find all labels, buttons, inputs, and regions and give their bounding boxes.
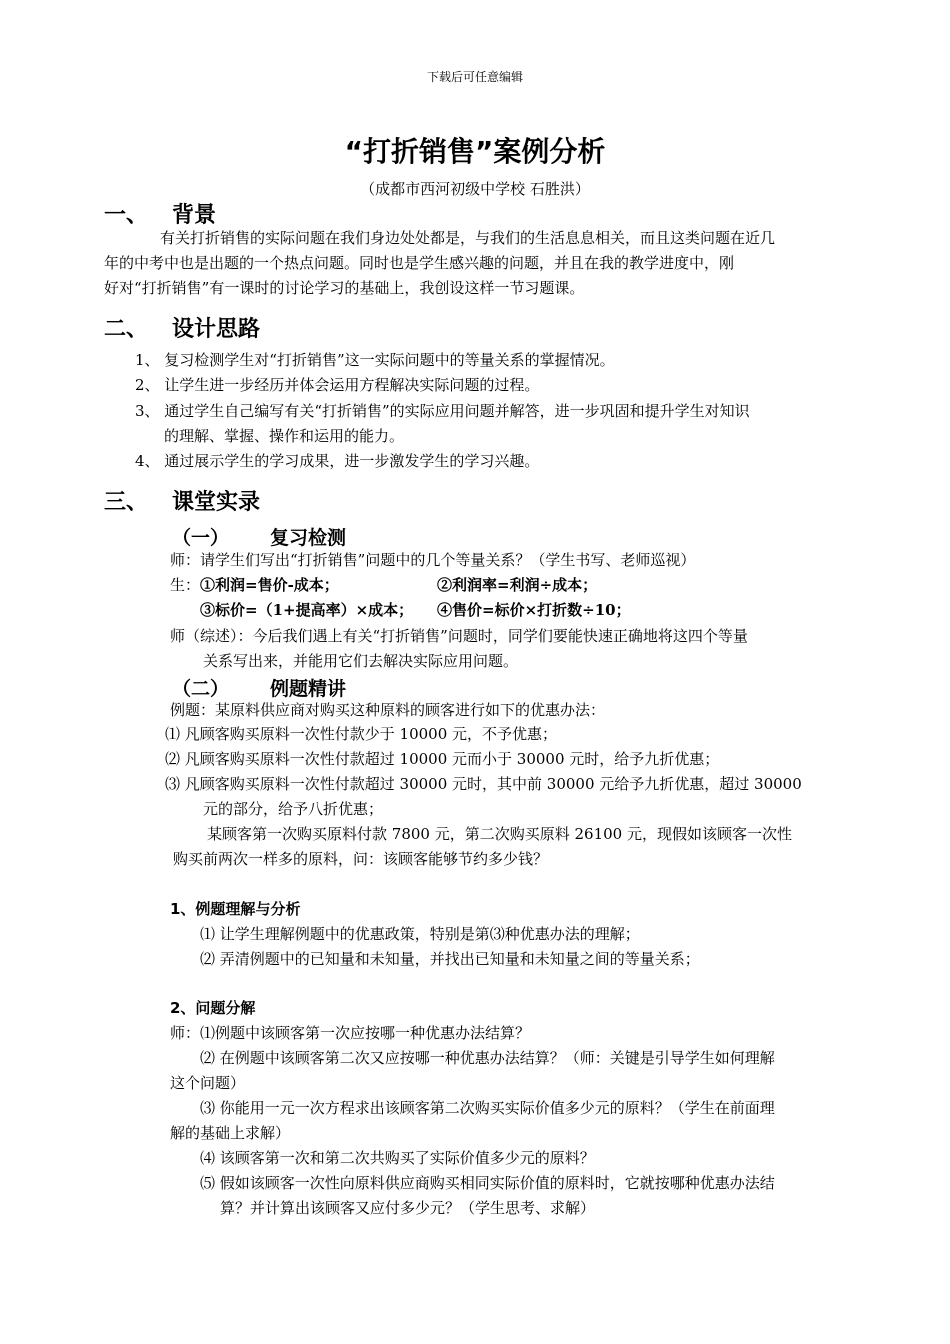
subsection-number: （一） xyxy=(172,527,230,549)
list-item-continuation: 的理解、掌握、操作和运用的能力。 xyxy=(164,427,405,445)
section-number: 一、 xyxy=(104,203,149,228)
part2-line: 师：⑴例题中该顾客第一次应按哪一种优惠办法结算？ xyxy=(170,1024,531,1042)
part2-line: ⑸ 假如该顾客一次性向原料供应商购买相同实际价值的原料时，它就按哪种优惠办法结 xyxy=(200,1174,775,1192)
author-line: （成都市西河初级中学校 石胜洪） xyxy=(360,180,590,198)
subsection-title: 复习检测 xyxy=(270,527,347,549)
section-heading-classroom xyxy=(104,485,260,516)
dialogue-speaker: 生： xyxy=(170,576,201,594)
dialogue-line: 关系写出来，并能用它们去解决实际应用问题。 xyxy=(203,652,519,670)
paragraph-line: 年的中考中也是出题的一个热点问题。同时也是学生感兴趣的问题，并且在我的教学进度中，刚 xyxy=(104,254,735,272)
list-item: 4、 通过展示学生的学习成果，进一步激发学生的学习兴趣。 xyxy=(135,452,540,470)
paragraph-line: 好对“打折销售”有一课时的讨论学习的基础上，我创设这样一节习题课。 xyxy=(104,279,585,297)
section-title: 设计思路 xyxy=(172,317,261,342)
example-line: ⑴ 凡顾客购买原料一次性付款少于 10000 元，不予优惠； xyxy=(165,725,558,743)
part2-line: 这个问题） xyxy=(170,1074,246,1092)
section-number: 三、 xyxy=(104,490,149,515)
part1-line: ⑵ 弄清例题中的已知量和未知量，并找出已知量和未知量之间的等量关系； xyxy=(200,950,700,968)
part1-title: 1、例题理解与分析 xyxy=(170,900,301,918)
formula-3: ③标价=（1+提高率）×成本； xyxy=(200,601,414,619)
example-line: 元的部分，给予八折优惠； xyxy=(203,800,384,818)
section-title: 课堂实录 xyxy=(172,490,261,515)
section-heading-background xyxy=(104,198,216,229)
part2-line: 解的基础上求解） xyxy=(170,1124,291,1142)
part2-line: ⑶ 你能用一元一次方程求出该顾客第二次购买实际价值多少元的原料？（学生在前面理 xyxy=(200,1099,775,1117)
part2-line: ⑵ 在例题中该顾客第二次又应按哪一种优惠办法结算？（师：关键是引导学生如何理解 xyxy=(200,1049,775,1067)
subsection-title: 例题精讲 xyxy=(270,678,347,700)
formula-1: ①利润=售价-成本； xyxy=(200,576,339,594)
subsection-number: （二） xyxy=(172,678,230,700)
paragraph-line: 有关打折销售的实际问题在我们身边处处都是，与我们的生活息息相关，而且这类问题在近几 xyxy=(160,229,776,247)
dialogue-line: 师：请学生们写出“打折销售”问题中的几个等量关系？（学生书写、老师巡视） xyxy=(170,551,696,569)
list-item: 1、 复习检测学生对“打折销售”这一实际问题中的等量关系的掌握情况。 xyxy=(135,351,615,369)
example-line: 例题：某原料供应商对购买这种原料的顾客进行如下的优惠办法： xyxy=(170,701,606,719)
list-item: 2、 让学生进一步经历并体会运用方程解决实际问题的过程。 xyxy=(135,376,540,394)
example-line: ⑵ 凡顾客购买原料一次性付款超过 10000 元而小于 30000 元时，给予九折优惠； xyxy=(165,750,720,768)
header-note: 下载后可任意编辑 xyxy=(426,70,523,84)
list-item: 3、 通过学生自己编写有关“打折销售”的实际应用问题并解答，进一步巩固和提升学生对知识 xyxy=(135,402,750,420)
part2-title: 2、问题分解 xyxy=(170,999,256,1017)
part2-line: ⑷ 该顾客第一次和第二次共购买了实际价值多少元的原料？ xyxy=(200,1149,595,1167)
part2-line: 算？并计算出该顾客又应付多少元？（学生思考、求解） xyxy=(220,1199,596,1217)
formula-4: ④售价=标价×打折数÷10； xyxy=(437,601,631,619)
example-line: ⑶ 凡顾客购买原料一次性付款超过 30000 元时，其中前 30000 元给予九折优惠，超过 30000 xyxy=(165,775,802,793)
subsection-heading-example xyxy=(172,674,346,701)
formula-2: ②利润率=利润÷成本； xyxy=(437,576,598,594)
section-heading-design xyxy=(104,312,260,343)
document-title: “打折销售”案例分析 xyxy=(344,135,606,168)
subsection-heading-review xyxy=(172,523,346,550)
example-line: 某顾客第一次购买原料付款 7800 元，第二次购买原料 26100 元，现假如该顾客一次性 xyxy=(207,825,792,843)
part1-line: ⑴ 让学生理解例题中的优惠政策，特别是第⑶种优惠办法的理解； xyxy=(200,925,640,943)
example-line: 购买前两次一样多的原料，问：该顾客能够节约多少钱？ xyxy=(173,850,549,868)
section-number: 二、 xyxy=(104,317,149,342)
section-title: 背景 xyxy=(172,203,217,228)
dialogue-line: 师（综述）：今后我们遇上有关“打折销售”问题时，同学们要能快速正确地将这四个等量 xyxy=(170,627,748,645)
